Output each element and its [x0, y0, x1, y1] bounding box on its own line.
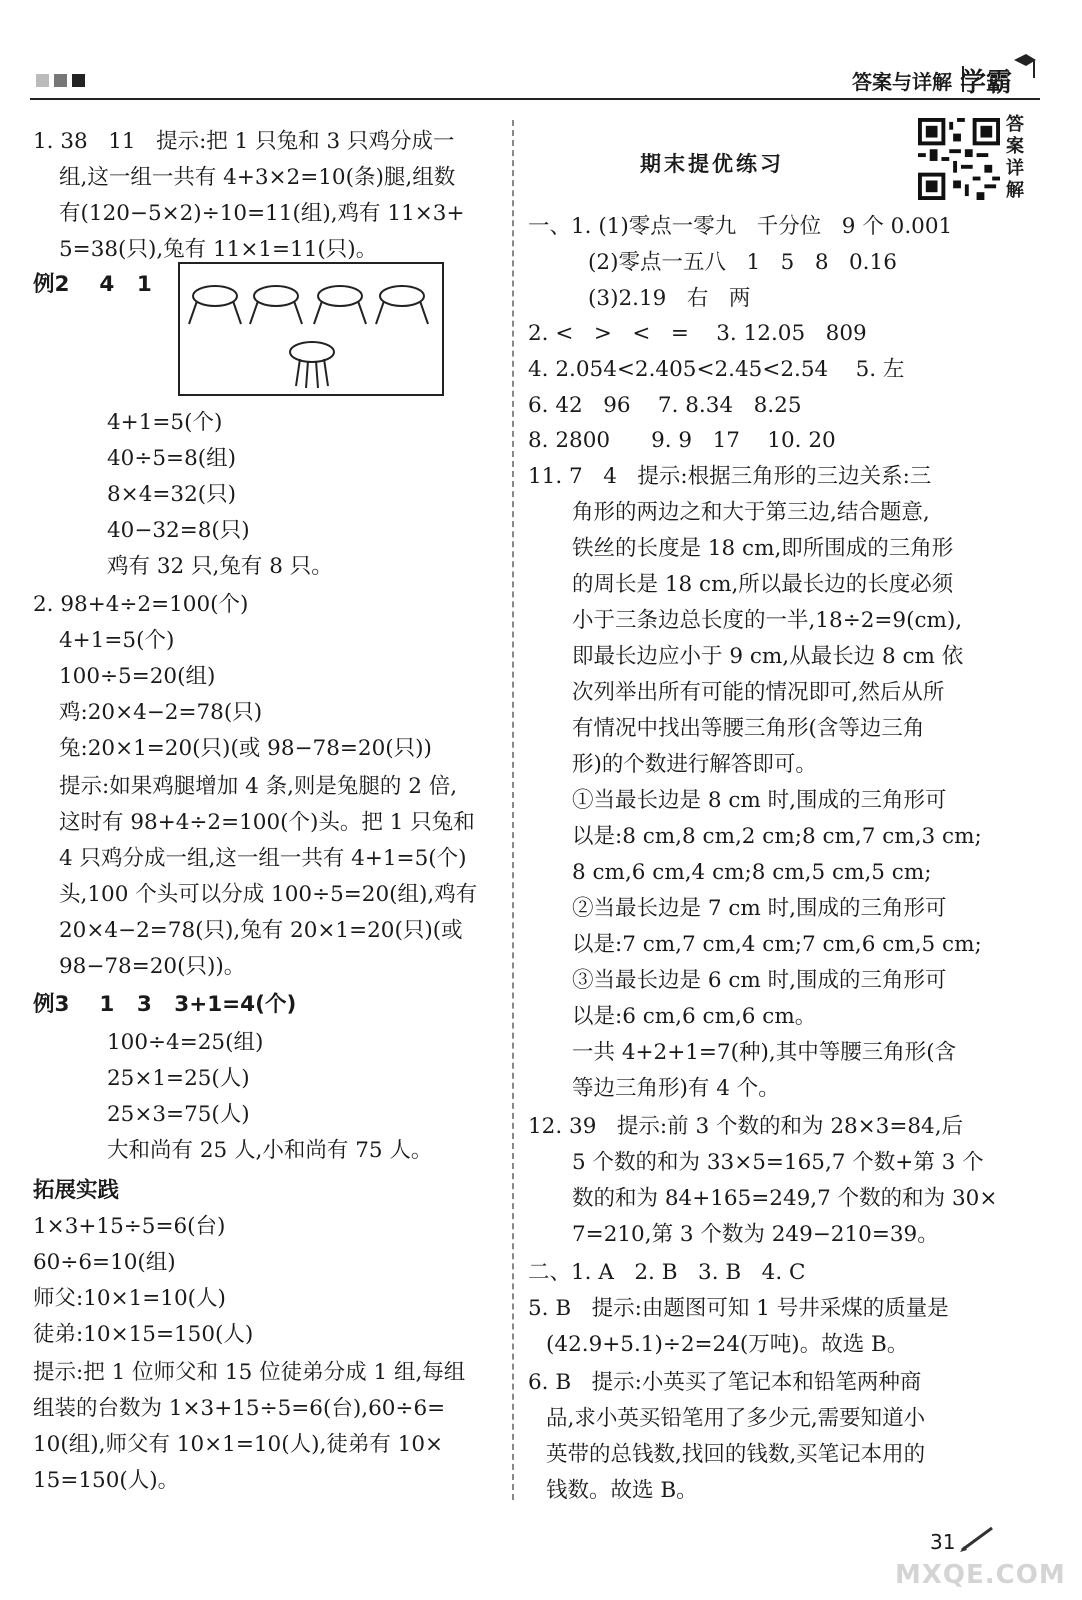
left-line: 98−78=20(只))。	[59, 954, 246, 979]
right-line: ③当最长边是 6 cm 时,围成的三角形可	[572, 968, 947, 993]
right-line: (3)2.19 右 两	[588, 286, 751, 311]
left-line: 兔:20×1=20(只)(或 98−78=20(只))	[59, 736, 432, 761]
right-line: 等边三角形)有 4 个。	[572, 1076, 780, 1101]
column-divider	[512, 120, 514, 1500]
right-line: 11. 7 4 提示:根据三角形的三边关系:三	[528, 464, 932, 489]
page-number: 31	[930, 1530, 956, 1554]
left-line: 40−32=8(只)	[107, 518, 250, 543]
left-line: 15=150(人)。	[33, 1468, 180, 1493]
left-line: 提示:把 1 位师父和 15 位徒弟分成 1 组,每组	[33, 1360, 466, 1385]
right-line: 铁丝的长度是 18 cm,即所围成的三角形	[572, 536, 954, 561]
header-square-3	[72, 74, 85, 87]
right-line: 以是:7 cm,7 cm,4 cm;7 cm,6 cm,5 cm;	[572, 932, 982, 957]
header-square-2	[54, 74, 67, 87]
table-figures-drawing	[180, 264, 442, 394]
example2-diagram	[178, 262, 444, 396]
qr-code-icon[interactable]	[918, 118, 1000, 200]
right-line: 6. B 提示:小英买了笔记本和铅笔两种商	[528, 1370, 922, 1395]
right-line: 品,求小英买铅笔用了多少元,需要知道小	[546, 1406, 926, 1431]
right-line: 角形的两边之和大于第三边,结合题意,	[572, 500, 930, 525]
left-line: 鸡:20×4−2=78(只)	[59, 700, 263, 725]
right-line: 次列举出所有可能的情况即可,然后从所	[572, 680, 945, 705]
right-line: 一共 4+2+1=7(种),其中等腰三角形(含	[572, 1040, 957, 1065]
right-line: 7=210,第 3 个数为 249−210=39。	[572, 1222, 939, 1247]
qr-label: 答案详解	[1006, 114, 1024, 201]
left-line: 大和尚有 25 人,小和尚有 75 人。	[107, 1138, 433, 1163]
left-line: 师父:10×1=10(人)	[33, 1286, 226, 1311]
section-title: 期末提优练习	[640, 152, 784, 176]
left-line: 2. 98+4÷2=100(个)	[33, 592, 249, 617]
left-line: 徒弟:10×15=150(人)	[33, 1322, 254, 1347]
mortarboard-icon	[1012, 52, 1038, 82]
right-line: 以是:6 cm,6 cm,6 cm。	[572, 1004, 817, 1029]
left-line: 头,100 个头可以分成 100÷5=20(组),鸡有	[59, 882, 478, 907]
pencil-icon	[958, 1524, 998, 1554]
right-line: 以是:8 cm,8 cm,2 cm;8 cm,7 cm,3 cm;	[572, 824, 982, 849]
right-line: (42.9+5.1)÷2=24(万吨)。故选 B。	[546, 1332, 909, 1357]
right-line: 的周长是 18 cm,所以最长边的长度必须	[572, 572, 954, 597]
right-line: 小于三条边总长度的一半,18÷2=9(cm),	[572, 608, 963, 633]
left-line: 4+1=5(个)	[59, 628, 175, 653]
left-line: 组,这一组一共有 4+3×2=10(条)腿,组数	[59, 165, 456, 190]
left-line: 鸡有 32 只,兔有 8 只。	[107, 554, 333, 579]
left-line: 例2 4 1	[33, 272, 152, 297]
left-line: 40÷5=8(组)	[107, 446, 237, 471]
left-line: 60÷6=10(组)	[33, 1250, 176, 1275]
left-line: 5=38(只),兔有 11×1=11(只)。	[59, 237, 378, 262]
header-rule	[30, 98, 1040, 100]
left-line: 10(组),师父有 10×1=10(人),徒弟有 10×	[33, 1432, 444, 1457]
right-line: 形)的个数进行解答即可。	[572, 752, 817, 777]
left-line: 1×3+15÷5=6(台)	[33, 1214, 226, 1239]
right-line: 2. < > < = 3. 12.05 809	[528, 321, 867, 346]
right-line: 有情况中找出等腰三角形(含等边三角	[572, 716, 925, 741]
header-title: 答案与详解	[852, 70, 952, 94]
right-line: 钱数。故选 B。	[546, 1478, 698, 1503]
left-line: 有(120−5×2)÷10=11(组),鸡有 11×3+	[59, 201, 465, 226]
left-line: 4+1=5(个)	[107, 410, 223, 435]
watermark: MXQE.COM	[895, 1560, 1066, 1590]
left-line: 8×4=32(只)	[107, 482, 237, 507]
right-line: 12. 39 提示:前 3 个数的和为 28×3=84,后	[528, 1114, 964, 1139]
left-line: 25×1=25(人)	[107, 1066, 250, 1091]
left-line: 20×4−2=78(只),兔有 20×1=20(只)(或	[59, 918, 463, 943]
left-line: 100÷4=25(组)	[107, 1030, 264, 1055]
right-line: 二、1. A 2. B 3. B 4. C	[528, 1260, 806, 1285]
left-line: 组装的台数为 1×3+15÷5=6(台),60÷6=	[33, 1396, 446, 1421]
right-line: 8. 2800 9. 9 17 10. 20	[528, 428, 836, 453]
left-line: 25×3=75(人)	[107, 1102, 250, 1127]
right-line: ②当最长边是 7 cm 时,围成的三角形可	[572, 896, 947, 921]
right-line: 8 cm,6 cm,4 cm;8 cm,5 cm,5 cm;	[572, 860, 932, 885]
right-line: (2)零点一五八 1 5 8 0.16	[588, 250, 897, 275]
left-line: 拓展实践	[33, 1178, 120, 1203]
right-line: 一、1. (1)零点一零九 千分位 9 个 0.001	[528, 214, 953, 239]
left-line: 例3 1 3 3+1=4(个)	[33, 992, 297, 1017]
right-line: 5 个数的和为 33×5=165,7 个数+第 3 个	[572, 1150, 984, 1175]
left-line: 提示:如果鸡腿增加 4 条,则是兔腿的 2 倍,	[59, 774, 458, 799]
right-line: 4. 2.054<2.405<2.45<2.54 5. 左	[528, 357, 905, 382]
header-brand: 学霸	[959, 68, 1012, 98]
left-line: 100÷5=20(组)	[59, 664, 216, 689]
left-line: 这时有 98+4÷2=100(个)头。把 1 只兔和	[59, 810, 475, 835]
right-line: 英带的总钱数,找回的钱数,买笔记本用的	[546, 1442, 926, 1467]
right-line: 即最长边应小于 9 cm,从最长边 8 cm 依	[572, 644, 964, 669]
right-line: ①当最长边是 8 cm 时,围成的三角形可	[572, 788, 947, 813]
header-square-1	[36, 74, 49, 87]
left-line: 1. 38 11 提示:把 1 只兔和 3 只鸡分成一	[33, 129, 455, 154]
left-line: 4 只鸡分成一组,这一组一共有 4+1=5(个)	[59, 846, 467, 871]
right-line: 数的和为 84+165=249,7 个数的和为 30×	[572, 1186, 998, 1211]
right-line: 5. B 提示:由题图可知 1 号井采煤的质量是	[528, 1296, 949, 1321]
right-line: 6. 42 96 7. 8.34 8.25	[528, 393, 802, 418]
